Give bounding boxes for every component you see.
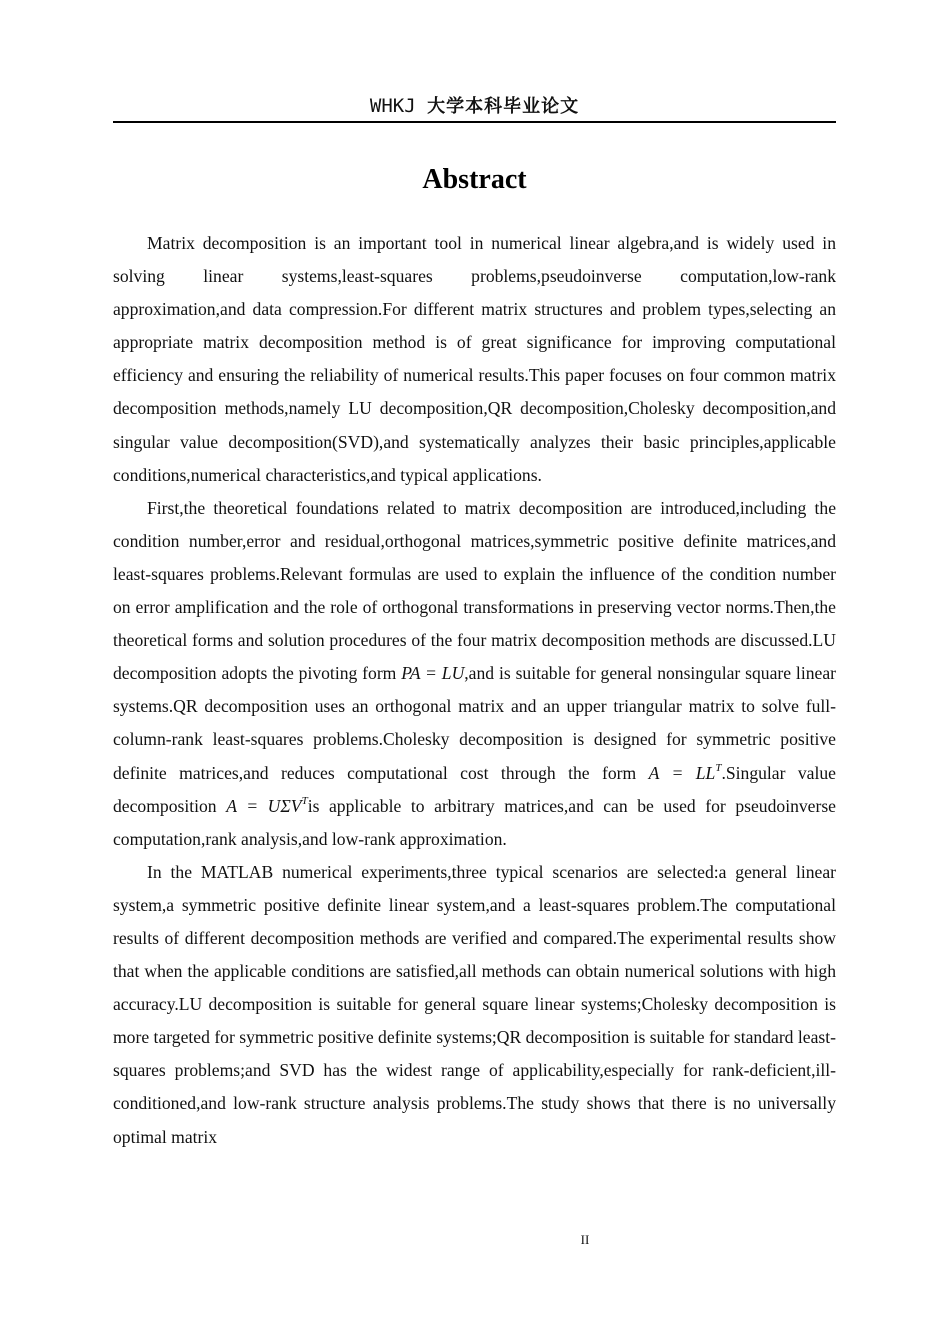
formula-lu: PA = LU (401, 663, 465, 684)
paragraph-2-text-3: .Singular value decomposition (113, 762, 836, 816)
abstract-paragraph-2 (113, 492, 836, 856)
formula-cholesky-base: A = LL (648, 762, 716, 783)
formula-cholesky (649, 763, 722, 783)
paragraph-2-text-4: is applicable to arbitrary matrices,and can be used for pseudoinverse computation,rank analysis,and low-rank approximation. (113, 795, 836, 849)
abstract-body (113, 227, 836, 1154)
abstract-paragraph-3: In the MATLAB numerical experiments,three typical scenarios are selected:a general linear system,a symmetric positive definite linear system,and a least-squares problem.The computational results of different decomposition methods are verified and compared.The experimental results show that when the applicable conditions are satisfied,all methods can obtain numerical solutions with high accuracy.LU decomposition is suitable for general square linear systems;Cholesky decomposition is more targeted for symmetric positive definite systems;QR decomposition is suitable for standard least-squares problems;and SVD has the widest range of applicability,especially for rank-deficient,ill-conditioned,and low-rank structure analysis problems.The study shows that there is no universally optimal matrix (113, 861, 836, 1147)
abstract-paragraph-1: Matrix decomposition is an important tool in numerical linear algebra,and is widely used in solving linear systems,least-squares problems,pseudoinverse computation,low-rank approximation,and data compression.For different matrix structures and problem types,selecting an appropriate matrix decomposition method is of great significance for improving computational efficiency and ensuring the reliability of numerical results.This paper focuses on four common matrix decomposition methods,namely LU decomposition,QR decomposition,Cholesky decomposition,and singular value decomposition(SVD),and systematically analyzes their basic principles,applicable conditions,numerical characteristics,and typical applications. (113, 233, 836, 485)
running-header (113, 92, 836, 123)
formula-cholesky-transpose: T (715, 761, 722, 774)
paragraph-2-text-2: ,and is suitable for general nonsingular square linear systems.QR decomposition uses an orthogonal matrix and an upper triangular matrix to solve full-column-rank least-squares problems.Cholesky decomposition is designed for symmetric positive definite matrices,and reduces computational cost through the form (113, 663, 836, 783)
formula-svd-base: A = UΣV (226, 795, 302, 816)
header-thesis-label: 大学本科毕业论文 (427, 96, 580, 117)
page-number: II (580, 1232, 590, 1247)
header-institution-code: WHKJ (369, 95, 416, 117)
page-title: Abstract (422, 164, 527, 195)
formula-svd (226, 796, 308, 816)
formula-svd-transpose: T (301, 794, 308, 807)
paragraph-2-text-1: First,the theoretical foundations related to matrix decomposition are introduced,including the condition number,error and residual,orthogonal matrices,symmetric positive definite matrices,and least-squares problems.Relevant formulas are used to explain the influence of the condition number on error amplification and the role of orthogonal transformations in preserving vector norms.Then,the theoretical forms and solution procedures of the four matrix decomposition methods are discussed.LU decomposition adopts the pivoting form (113, 497, 836, 684)
